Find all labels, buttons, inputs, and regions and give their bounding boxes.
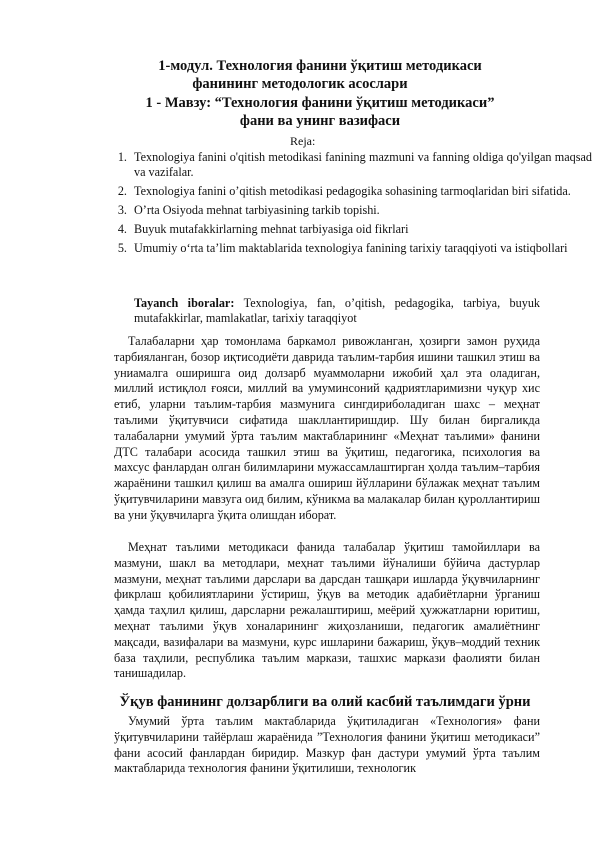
keywords-text: Texnologiya, fan, o’qitish, pedagogika, tarbiya, buyuk mutafakkirlar, mamlakatlar, tarixiy taraqqiyot xyxy=(134,296,541,325)
plan-title: Reja: xyxy=(290,134,316,148)
module-subtitle: фанининг методологик асослари xyxy=(192,76,408,92)
topic-title: 1 - Мавзу: “Технология фанини ўқитиш методикаси” xyxy=(145,95,495,111)
plan-list xyxy=(78,150,592,260)
section-paragraph: Умумий ўрта таълим мактабларида ўқитиладиган «Технология» фани ўқитувчиларини тайёрлаш жараёнида ”Технология фанини ўқитиш методикаси” фани асосий фанлардан биридир. Мазкур фан дастури умумий ўрта таълим мактабларида технология фанини ўқитилиши, технологик xyxy=(114,714,540,776)
topic-subtitle: фани ва унинг вазифаси xyxy=(239,113,401,129)
plan-item: 2. Texnologiya fanini o’qitish metodikasi pedagogika sohasining tarmoqlaridan biri sifatida. xyxy=(130,184,592,199)
keywords-label: Tayanch iboralar: xyxy=(134,296,235,310)
module-title: 1-модул. Технология фанини ўқитиш методикаси xyxy=(158,58,482,74)
plan-item: 3. O’rta Osiyoda mehnat tarbiyasining tarkib topishi. xyxy=(130,203,592,218)
section-heading: Ўқув фанининг долзарблиги ва олий касбий таълимдаги ўрни xyxy=(119,694,531,710)
plan-item: 4. Buyuk mutafakkirlarning mehnat tarbiyasiga oid fikrlari xyxy=(130,222,592,237)
plan-item: 1. Texnologiya fanini o'qitish metodikasi fanining mazmuni va fanning oldiga qo'yilgan maqsad va vazifalar. xyxy=(130,150,592,180)
keywords-paragraph xyxy=(134,296,540,326)
body-paragraph-2: Меҳнат таълими методикаси фанида талабалар ўқитиш тамойиллари ва мазмуни, шакл ва методлари, меҳнат таълими йўналиши бўйича дастурлар мазмуни, меҳнат таълими дарслари ва дарсдан ташқари ишларда ўқувчиларнинг фикрлаш қобилиятларини ўстириш, ўқув ва методик адабиётларни ўрганиш ҳамда таҳлил қилиш, дарсларни режалаштириш, меёрий ҳужжатларни юритиш, меҳнат таълими ўқув хоналарининг жиҳозланиши, педагогик амалиётнинг мақсади, вазифалари ва мазмуни, курс ишларини бажариш, ўқув–моддий техник база таҳлили, республика таълим маркази, ташхис маркази фаолияти билан танишадилар. xyxy=(114,540,540,681)
body-paragraph-1: Талабаларни ҳар томонлама баркамол ривожланган, ҳозирги замон руҳида тарбияланган, бозор иқтисодиёти даврида таълим-тарбия ишини ташкил этиш ва униамалга оширишга оид долзарб муаммоларни ижобий ҳал эта оладиган, миллий истиқлол ғояси, миллий ва умуминсоний қадриятларимизни чуқур хис етиб, уларни таълим-тарбия мазмунига сингдириболадиган шахс – меҳнат таълими ўқитувчиси сифатида шакллантиришдир. Шу билан биргаликда талабаларни умумий ўрта таълим мактабларининг «Меҳнат таълими» фанини ДТС талабари асосида ташкил этиш ва ўқитиш, педагогика, психология ва махсус фанлардан олган билимларини мужассамлаштирган ҳолда таълим–тарбия жараёнини ташкил қилиш ва амалга ошириш йўлларини бўлажак меҳнат таълим ўқитувчиларини мавзуга оид билим, кўникма ва малакалар билан қуроллантириш ва уни ўқувчиларга ўқита олишдан иборат. xyxy=(114,334,540,522)
plan-item: 5. Umumiy o‘rta ta’lim maktablarida texnologiya fanining tarixiy taraqqiyoti va istiqbollari xyxy=(130,241,592,256)
